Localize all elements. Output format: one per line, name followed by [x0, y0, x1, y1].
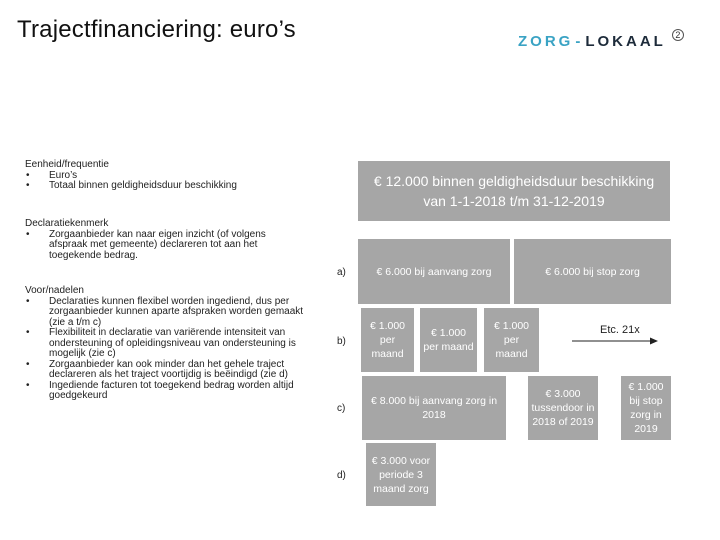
logo-dash: - [575, 33, 584, 50]
row-label-b: b) [337, 336, 346, 347]
bullet-item: • Declaraties kunnen flexibel worden ingediend, dus per zorgaanbieder kunnen aparte afspraken worden gemaakt (zie a t/m c) [25, 297, 320, 329]
box-c-start: € 8.000 bij aanvang zorg in 2018 [362, 376, 506, 440]
bullet-item: • Zorgaanbieder kan ook minder dan het gehele traject declareren als het traject voortijdig is beëindigd (zie d) [25, 360, 320, 381]
box-c-stop: € 1.000 bij stop zorg in 2019 [621, 376, 671, 440]
section-declaratiekenmerk [25, 219, 295, 261]
bullet-item: • Flexibiliteit in declaratie van variërende intensiteit van ondersteuning of opleidingsniveau van ondersteuning is mogelijk (zie c) [25, 328, 320, 360]
row-label-a: a) [337, 267, 346, 278]
row-label-d: d) [337, 470, 346, 481]
bullet-list [25, 230, 295, 262]
section-heading: Declaratiekenmerk [25, 218, 109, 229]
total-budget-box: € 12.000 binnen geldigheidsduur beschikking van 1-1-2018 t/m 31-12-2019 [358, 161, 670, 221]
logo-part-lokaal: LOKAAL [585, 33, 666, 50]
bullet-list [25, 171, 317, 192]
arrow-right-icon [570, 336, 660, 346]
row-label-c: c) [337, 403, 346, 414]
section-voor-nadelen [25, 286, 320, 402]
bullet-item: • Zorgaanbieder kan naar eigen inzicht (of volgens afspraak met gemeente) declareren tot aan het toegekende bedrag. [25, 230, 295, 262]
box-a-start: € 6.000 bij aanvang zorg [358, 239, 510, 304]
box-d-period: € 3.000 voor periode 3 maand zorg [366, 443, 436, 506]
section-eenheid [25, 160, 317, 192]
bullet-list [25, 297, 320, 402]
bullet-item: • Ingediende facturen tot toegekend bedrag worden altijd goedgekeurd [25, 381, 320, 402]
logo-mark: 2 [672, 29, 684, 41]
logo-part-zorg: ZORG [518, 33, 574, 50]
zorg-lokaal-logo [518, 29, 684, 50]
bullet-item: • Totaal binnen geldigheidsduur beschikking [25, 181, 317, 192]
page-title: Trajectfinanciering: euro’s [17, 16, 296, 43]
etc-label: Etc. 21x [600, 324, 640, 336]
box-b-month-2: € 1.000 per maand [420, 308, 477, 372]
box-b-month-1: € 1.000 per maand [361, 308, 414, 372]
box-b-month-3: € 1.000 per maand [484, 308, 539, 372]
section-heading: Eenheid/frequentie [25, 159, 109, 170]
box-a-stop: € 6.000 bij stop zorg [514, 239, 671, 304]
bullet-item: • Euro’s [25, 171, 317, 182]
section-heading: Voor/nadelen [25, 285, 84, 296]
box-c-middle: € 3.000 tussendoor in 2018 of 2019 [528, 376, 598, 440]
